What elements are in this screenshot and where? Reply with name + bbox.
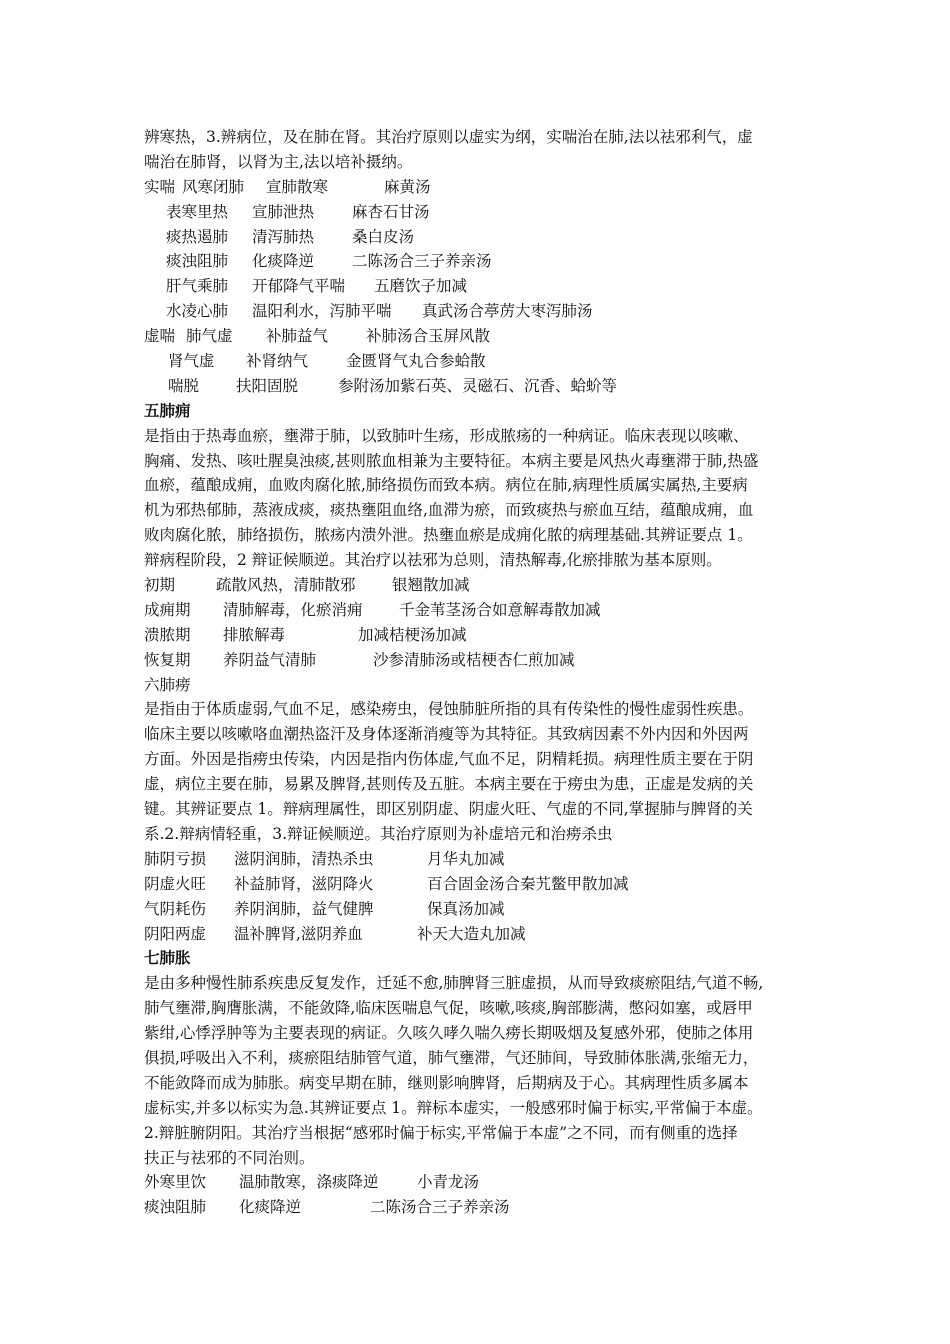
treatment-row bbox=[144, 249, 824, 274]
syndrome-cell: 外寒里饮 bbox=[144, 1173, 207, 1192]
paragraph-line: 机为邪热郁肺，蒸液成痰，痰热壅阻血络,血滞为瘀，而致痰热与瘀血互结，蕴酿成痈，血 bbox=[144, 501, 754, 520]
paragraph-line: 临床主要以咳嗽咯血潮热盗汗及身体逐渐消瘦等为其特征。其致病因素不外内因和外因两 bbox=[144, 725, 749, 744]
treatment-row bbox=[144, 225, 824, 250]
paragraph-line: 方面。外因是指痨虫传染，内因是指内伤体虚,气血不足，阴精耗损。病理性质主要在于阴 bbox=[144, 750, 754, 769]
paragraph-line: 紫绀,心悸浮肿等为主要表现的病证。久咳久哮久喘久痨长期吸烟及复感外邪，使肺之体用 bbox=[144, 1024, 754, 1043]
paragraph-line: 是由多种慢性肺系疾患反复发作，迁延不愈,肺脾肾三脏虚损，从而导致痰瘀阻结,气道不畅, bbox=[144, 974, 764, 993]
treatment-row bbox=[144, 872, 824, 897]
method-cell: 滋阴润肺，清热杀虫 bbox=[234, 849, 374, 868]
syndrome-cell: 痰浊阻肺 bbox=[166, 252, 229, 271]
formula-cell: 五磨饮子加减 bbox=[374, 277, 468, 296]
syndrome-cell: 阴阳两虚 bbox=[144, 924, 207, 943]
formula-cell: 参附汤加紫石英、灵磁石、沉香、蛤蚧等 bbox=[338, 376, 618, 395]
section-heading: 六肺痨 bbox=[144, 675, 191, 694]
stage-cell: 溃脓期 bbox=[144, 625, 191, 644]
formula-cell: 百合固金汤合秦艽鳖甲散加减 bbox=[427, 874, 629, 893]
method-cell: 温补脾肾,滋阴养血 bbox=[234, 924, 363, 943]
treatment-row bbox=[144, 648, 824, 673]
formula-cell: 金匮肾气丸合参蛤散 bbox=[346, 352, 486, 371]
formula-cell: 小青龙汤 bbox=[417, 1173, 480, 1192]
paragraph-line: 不能敛降而成为肺胀。病变早期在肺，继则影响脾肾，后期病及于心。其病理性质多属本 bbox=[144, 1073, 749, 1092]
method-cell: 养阴润肺，益气健脾 bbox=[234, 899, 374, 918]
group-label: 实喘 bbox=[144, 177, 176, 196]
formula-cell: 补肺汤合玉屏风散 bbox=[366, 327, 491, 346]
syndrome-cell: 肝气乘肺 bbox=[166, 277, 229, 296]
formula-cell: 二陈汤合三子养亲汤 bbox=[352, 252, 492, 271]
method-cell: 温肺散寒，涤痰降逆 bbox=[239, 1173, 379, 1192]
treatment-row bbox=[144, 847, 824, 872]
treatment-row bbox=[144, 623, 824, 648]
stage-cell: 初期 bbox=[144, 576, 176, 595]
treatment-row bbox=[144, 175, 824, 200]
treatment-row bbox=[144, 274, 824, 299]
method-cell: 排脓解毒 bbox=[223, 625, 286, 644]
syndrome-cell: 痰浊阻肺 bbox=[144, 1198, 207, 1217]
treatment-row bbox=[144, 349, 824, 374]
syndrome-cell: 肺阴亏损 bbox=[144, 849, 207, 868]
paragraph-line: 辩病程阶段，2 辩证候顺逆。其治疗以祛邪为总则，清热解毒,化瘀排脓为基本原则。 bbox=[144, 551, 722, 570]
treatment-row bbox=[144, 324, 824, 349]
method-cell: 疏散风热，清肺散邪 bbox=[216, 576, 356, 595]
section-heading: 五肺痈 bbox=[144, 400, 191, 420]
paragraph-line: 肺气壅滞,胸膺胀满，不能敛降,临床医喘息气促，咳嗽,咳痰,胸部膨满，憋闷如塞，或唇甲 bbox=[144, 999, 753, 1018]
formula-cell: 沙参清肺汤或桔梗杏仁煎加减 bbox=[373, 650, 575, 669]
paragraph-line: 键。其辨证要点 1。辩病理属性，即区别阴虚、阴虚火旺、气虚的不同,掌握肺与脾肾的关 bbox=[144, 800, 753, 819]
formula-cell: 千金苇茎汤合如意解毒散加减 bbox=[399, 600, 601, 619]
syndrome-cell: 表寒里热 bbox=[166, 202, 229, 221]
method-cell: 化痰降逆 bbox=[239, 1198, 302, 1217]
method-cell: 开郁降气平喘 bbox=[252, 277, 346, 296]
stage-cell: 成痈期 bbox=[144, 600, 191, 619]
formula-cell: 真武汤合葶苈大枣泻肺汤 bbox=[422, 302, 593, 321]
formula-cell: 加减桔梗汤加减 bbox=[358, 625, 467, 644]
formula-cell: 月华丸加减 bbox=[427, 849, 505, 868]
group-label: 虚喘 bbox=[144, 327, 176, 346]
paragraph-line: 血瘀，蕴酿成痈，血败肉腐化脓,肺络损伤而致本病。病位在肺,病理性质属实属热,主要病 bbox=[144, 476, 748, 495]
method-cell: 扶阳固脱 bbox=[236, 376, 299, 395]
document-body bbox=[144, 125, 824, 1220]
paragraph-line: 是指由于体质虚弱,气血不足，感染痨虫，侵蚀肺脏所指的具有传染性的慢性虚弱性疾患。 bbox=[144, 700, 754, 719]
formula-cell: 补天大造丸加减 bbox=[417, 924, 526, 943]
method-cell: 化痰降逆 bbox=[252, 252, 315, 271]
paragraph-line: 喘治在肺肾，以肾为主,法以培补摄纳。 bbox=[144, 152, 413, 171]
syndrome-cell: 肺气虚 bbox=[186, 327, 233, 346]
paragraph-line: 虚，病位主要在肺，易累及脾肾,甚则传及五脏。本病主要在于痨虫为患，正虚是发病的关 bbox=[144, 775, 754, 794]
section-heading: 七肺胀 bbox=[144, 948, 191, 968]
syndrome-cell: 风寒闭肺 bbox=[182, 177, 245, 196]
formula-cell: 桑白皮汤 bbox=[352, 227, 415, 246]
syndrome-cell: 气阴耗伤 bbox=[144, 899, 207, 918]
method-cell: 养阴益气清肺 bbox=[223, 650, 317, 669]
treatment-row bbox=[144, 922, 824, 947]
paragraph-line: 虚标实,并多以标实为急.其辨证要点 1。辩标本虚实，一般感邪时偏于标实,平常偏于本虚。 bbox=[144, 1098, 763, 1117]
syndrome-cell: 喘脱 bbox=[168, 376, 200, 395]
paragraph-line: 辨寒热，3.辨病位，及在肺在肾。其治疗原则以虚实为纲，实喘治在肺,法以祛邪利气，虚 bbox=[144, 128, 753, 146]
syndrome-cell: 痰热遏肺 bbox=[166, 227, 229, 246]
method-cell: 补益肺肾，滋阴降火 bbox=[234, 874, 374, 893]
method-cell: 宣肺散寒 bbox=[266, 177, 329, 196]
paragraph-line: 扶正与祛邪的不同治则。 bbox=[144, 1148, 315, 1167]
treatment-row bbox=[144, 200, 824, 225]
formula-cell: 银翘散加减 bbox=[392, 576, 470, 595]
method-cell: 补肺益气 bbox=[266, 327, 329, 346]
syndrome-cell: 肾气虚 bbox=[168, 352, 215, 371]
treatment-row bbox=[144, 374, 824, 399]
paragraph-line: 败肉腐化脓，肺络损伤，脓疡内溃外泄。热壅血瘀是成痈化脓的病理基础.其辨证要点 1。 bbox=[144, 526, 753, 545]
paragraph-line: 2.辩脏腑阴阳。其治疗当根据“感邪时偏于标实,平常偏于本虚”之不同，而有侧重的选择 bbox=[144, 1123, 738, 1142]
method-cell: 清肺解毒，化瘀消痈 bbox=[223, 600, 363, 619]
formula-cell: 麻黄汤 bbox=[384, 177, 431, 196]
stage-cell: 恢复期 bbox=[144, 650, 191, 669]
method-cell: 补肾纳气 bbox=[246, 352, 309, 371]
paragraph-line: 胸痛、发热、咳吐腥臭浊痰,甚则脓血相兼为主要特征。本病主要是风热火毒壅滞于肺,热盛 bbox=[144, 451, 759, 470]
paragraph-line: 是指由于热毒血瘀，壅滞于肺，以致肺叶生疡，形成脓疡的一种病证。临床表现以咳嗽、 bbox=[144, 426, 749, 445]
formula-cell: 麻杏石甘汤 bbox=[352, 202, 430, 221]
paragraph-line: 俱损,呼吸出入不利，痰瘀阻结肺管气道，肺气壅滞，气还肺间，导致肺体胀满,张缩无力， bbox=[144, 1048, 759, 1067]
method-cell: 温阳利水，泻肺平喘 bbox=[252, 302, 392, 321]
treatment-row bbox=[144, 1170, 824, 1195]
treatment-row bbox=[144, 299, 824, 324]
paragraph-line: 系.2.辩病情轻重，3.辩证候顺逆。其治疗原则为补虚培元和治痨杀虫 bbox=[144, 824, 613, 843]
treatment-row bbox=[144, 598, 824, 623]
formula-cell: 二陈汤合三子养亲汤 bbox=[370, 1198, 510, 1217]
treatment-row bbox=[144, 897, 824, 922]
syndrome-cell: 水凌心肺 bbox=[166, 302, 229, 321]
method-cell: 宣肺泄热 bbox=[252, 202, 315, 221]
treatment-row bbox=[144, 573, 824, 598]
method-cell: 清泻肺热 bbox=[252, 227, 315, 246]
treatment-row bbox=[144, 1195, 824, 1220]
formula-cell: 保真汤加减 bbox=[427, 899, 505, 918]
syndrome-cell: 阴虚火旺 bbox=[144, 874, 207, 893]
